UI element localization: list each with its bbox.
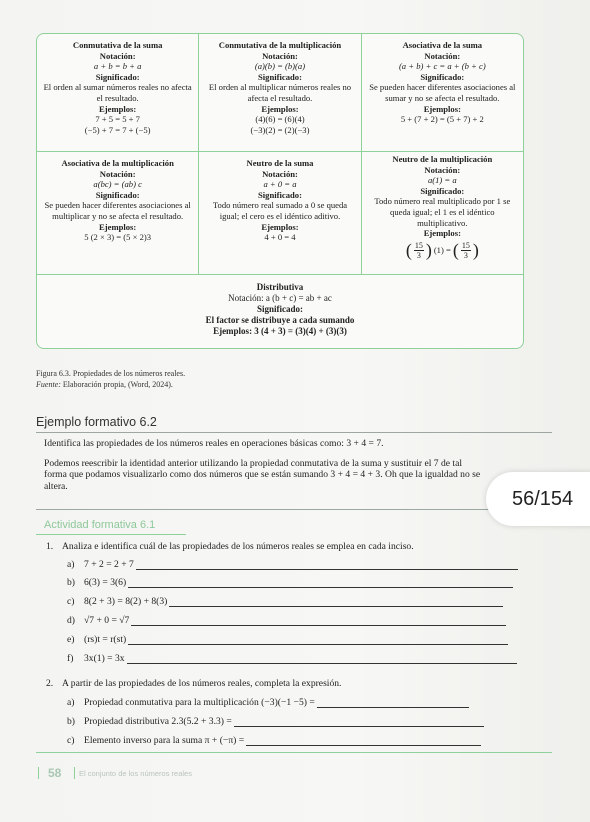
item-letter: b): [67, 577, 75, 588]
cell-title: Conmutativa de la suma: [72, 40, 163, 50]
cell-title: Neutro de la multiplicación: [392, 154, 493, 164]
item-expression: 8(2 + 3) = 8(2) + 8(3): [84, 596, 168, 607]
item-expression: Propiedad distributiva 2.3(5.2 + 3.3) =: [84, 716, 232, 727]
example-paragraph-2: Podemos reescribir la identidad anterior utilizando la propiedad conmutativa de la suma y sustituir el 7 de tal forma que podamos visualizarlo como dos números que se están sumando 3 + 4 = 4 + 3. Oh que la igualdad no se altera.: [44, 457, 481, 492]
item-letter: a): [67, 697, 75, 708]
fraction-denominator: 3: [463, 250, 468, 260]
item-letter: f): [67, 653, 74, 664]
item-expression: 3x(1) = 3x: [84, 653, 125, 664]
meaning: Se pueden hacer diferentes asociaciones al sumar y no se afecta el resultado.: [369, 82, 516, 103]
notation: a(bc) = (ab) c: [93, 179, 142, 190]
notation-label: Notación:: [262, 168, 298, 179]
cell-title: Conmutativa de la multiplicación: [218, 40, 342, 50]
example-1: 5 + (7 + 2) = (5 + 7) + 2: [400, 114, 484, 125]
examples-label: Ejemplos:: [261, 103, 299, 114]
q1-item-a: [67, 559, 518, 570]
meaning-label: Significado:: [256, 304, 303, 314]
meaning-label: Significado:: [258, 189, 302, 200]
meaning: El orden al sumar números reales no afecta el resultado.: [43, 82, 192, 103]
item-expression: Elemento inverso para la suma π + (−π) =: [84, 735, 245, 746]
meaning: Todo número real sumado a 0 se queda igual; el cero es el idéntico aditivo.: [212, 200, 348, 221]
distributive-cell: [37, 275, 523, 348]
commutative-sum-cell: [37, 34, 199, 151]
footer-chapter: El conjunto de los números reales: [79, 769, 192, 778]
item-letter: d): [67, 615, 75, 626]
notation-label: Notación:: [424, 164, 461, 175]
meaning-label: Significado:: [258, 71, 302, 82]
question-number: 1.: [46, 541, 54, 552]
q1-item-d: [67, 615, 506, 626]
item-letter: e): [67, 634, 75, 645]
notation: a + 0 = a: [263, 179, 297, 190]
example-1: 4 + 0 = 4: [264, 232, 296, 243]
example-1: 7 + 5 = 5 + 7: [95, 114, 140, 125]
meaning-label: Significado:: [95, 71, 140, 82]
q1-item-c: [67, 596, 503, 607]
cell-title: Asociativa de la suma: [402, 40, 483, 50]
item-expression: 6(3) = 3(6): [84, 577, 127, 588]
q2-item-b: [67, 716, 484, 727]
answer-blank[interactable]: [131, 617, 506, 626]
q2-item-c: [67, 735, 481, 746]
footer-separator: [74, 767, 75, 779]
question-2: [46, 678, 341, 689]
fraction-example: ( $\frac{15}{3}$ ) (1) = ( $\frac{15}{3}$ ): [405, 240, 479, 261]
q1-item-b: [67, 577, 513, 588]
question-1: [46, 541, 414, 552]
commutative-mult-cell: [199, 34, 361, 151]
example-1: 5 (2 × 3) = (5 × 2)3: [84, 232, 152, 243]
fraction-middle: (1) =: [433, 244, 451, 255]
neutral-mult-cell: [362, 152, 523, 274]
notation: (a)(b) = (b)(a): [254, 61, 306, 72]
answer-blank[interactable]: [136, 561, 518, 570]
source-text: Elaboración propia, (Word, 2024).: [62, 379, 173, 389]
notation-label: Notación:: [99, 50, 136, 61]
notation: a(1) = a: [427, 175, 457, 186]
example-2: (−3)(2) = (2)(−3): [250, 124, 310, 135]
footer-page-number: 58: [48, 766, 62, 780]
item-letter: b): [67, 716, 75, 727]
fraction-numerator: 15: [461, 240, 470, 250]
cell-title: Distributiva: [256, 282, 304, 292]
example-title: Ejemplo formativo 6.2: [36, 415, 157, 429]
example-paragraph-1: Identifica las propiedades de los números reales en operaciones básicas como: 3 + 4 = 7.: [44, 438, 384, 449]
examples-label: Ejemplos:: [99, 103, 137, 114]
meaning-label: Significado:: [95, 189, 140, 200]
answer-blank[interactable]: [234, 718, 484, 727]
neutral-sum-cell: [199, 152, 361, 274]
properties-row: [37, 275, 523, 348]
figure-label: Figura 6.3. Propiedades de los números reales.: [36, 369, 186, 378]
associative-mult-cell: [37, 152, 199, 274]
fraction-denominator: 3: [416, 250, 421, 260]
answer-blank[interactable]: [128, 579, 513, 588]
source-label: Fuente:: [36, 379, 61, 389]
notation-label: Notación:: [424, 50, 461, 61]
page-counter: 56/154: [486, 472, 590, 526]
properties-row: [37, 34, 523, 152]
item-letter: c): [67, 735, 75, 746]
meaning: El factor se distribuye a cada sumando: [205, 315, 355, 325]
examples: Ejemplos: 3 (4 + 3) = (3)(4) + (3)(3): [213, 326, 347, 336]
answer-blank[interactable]: [169, 598, 503, 607]
item-letter: a): [67, 559, 75, 570]
answer-blank[interactable]: [128, 636, 508, 645]
notation: Notación: a (b + c) = ab + ac: [228, 293, 332, 303]
footer-accent: [38, 767, 39, 779]
notation: a + b = b + a: [93, 61, 142, 72]
q1-item-f: [67, 653, 517, 664]
associative-sum-cell: [362, 34, 523, 151]
properties-row: [37, 152, 523, 275]
notation-label: Notación:: [99, 168, 136, 179]
item-expression: (rs)t = r(st): [84, 634, 127, 645]
item-letter: c): [67, 596, 75, 607]
examples-label: Ejemplos:: [99, 221, 137, 232]
example-box: [36, 432, 552, 510]
fraction-numerator: 15: [414, 240, 423, 250]
examples-label: Ejemplos:: [423, 228, 461, 239]
meaning: Todo número real multiplicado por 1 se queda igual; el 1 es el idéntico multiplicativo.: [374, 196, 511, 228]
meaning-label: Significado:: [420, 185, 465, 196]
activity-title: Actividad formativa 6.1: [44, 519, 156, 531]
figure-caption: [36, 369, 185, 390]
meaning: Se pueden hacer diferentes asociaciones al multiplicar y no se afecta el resultado.: [44, 200, 191, 221]
properties-table: [36, 33, 524, 349]
item-expression: √7 + 0 = √7: [84, 615, 130, 626]
item-expression: 7 + 2 = 2 + 7: [84, 559, 134, 570]
answer-blank[interactable]: [127, 655, 517, 664]
examples-label: Ejemplos:: [261, 221, 299, 232]
cell-title: Neutro de la suma: [246, 158, 314, 168]
answer-blank[interactable]: [246, 737, 481, 746]
fraction: [414, 241, 424, 260]
figure-source: [36, 380, 185, 391]
question-number: 2.: [46, 678, 54, 689]
notation: (a + b) + c = a + (b + c): [398, 61, 486, 72]
item-expression: Propiedad conmutativa para la multiplicación (−3)(−1 −5) =: [84, 697, 315, 708]
fraction: [461, 241, 471, 260]
q2-item-a: [67, 697, 469, 708]
meaning-label: Significado:: [420, 71, 465, 82]
examples-label: Ejemplos:: [423, 103, 461, 114]
question-text: A partir de las propiedades de los números reales, completa la expresión.: [62, 678, 342, 689]
example-2: (−5) + 7 = 7 + (−5): [84, 124, 151, 135]
notation-label: Notación:: [262, 50, 298, 61]
meaning: El orden al multiplicar números reales no afecta el resultado.: [208, 82, 352, 103]
cell-title: Asociativa de la multiplicación: [61, 158, 174, 168]
example-1: (4)(6) = (6)(4): [255, 114, 305, 125]
q1-item-e: [67, 634, 508, 645]
answer-blank[interactable]: [317, 699, 469, 708]
question-text: Analiza e identifica cuál de las propiedades de los números reales se emplea en cada inciso.: [62, 541, 414, 552]
